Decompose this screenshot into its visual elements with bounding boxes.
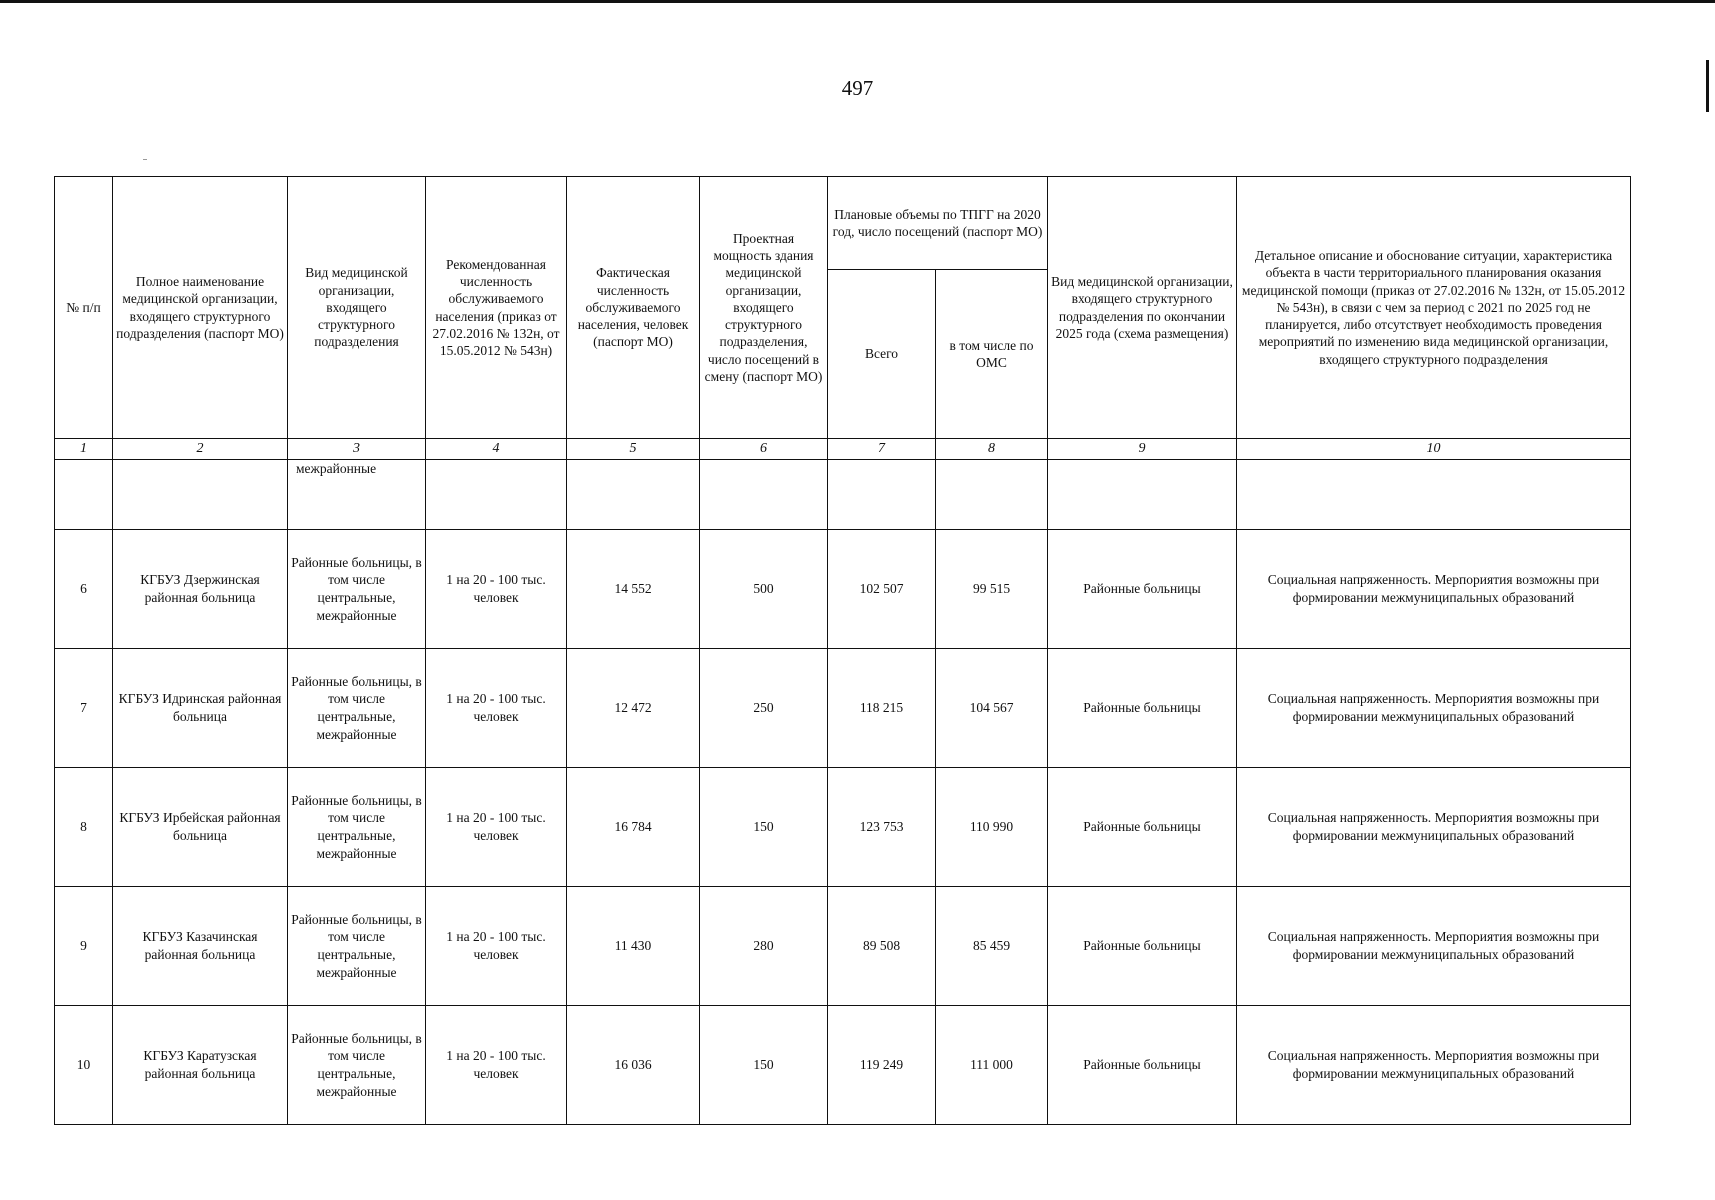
header-description: Детальное описание и обоснование ситуации, характеристика объекта в части территориального планирования оказания медицинской помощи (приказ от 27.02.2016 № 132н, от 15.05.2012 № 543н), в связи с чем за период с 2021 по 2025 год не планируется, либо отсутствует необходимость проведения мероприятий по изменению вида медицинской организации, входящего структурного подразделения	[1237, 177, 1631, 439]
header-planned-volumes: Плановые объемы по ТПГГ на 2020 год, число посещений (паспорт МО)	[828, 177, 1048, 270]
cell-org-kind: Районные больницы, в том числе центральные, межрайонные	[288, 768, 426, 887]
cell-description: Социальная напряженность. Мерпориятия возможны при формировании межмуниципальных образований	[1237, 887, 1631, 1006]
cell-capacity: 150	[700, 1006, 828, 1125]
cell-oms: 85 459	[936, 887, 1048, 1006]
cell-empty	[1048, 460, 1237, 530]
cell-description: Социальная напряженность. Мерпориятия возможны при формировании межмуниципальных образований	[1237, 649, 1631, 768]
table-row	[55, 649, 1631, 768]
table-row	[55, 768, 1631, 887]
header-total: Всего	[828, 270, 936, 439]
header-row	[55, 177, 1631, 270]
header-recommended-population: Рекомендованная численность обслуживаемого населения (приказ от 27.02.2016 № 132н, от 15.05.2012 № 543н)	[426, 177, 567, 439]
cell-recommended: 1 на 20 - 100 тыс. человек	[426, 887, 567, 1006]
column-number: 3	[288, 439, 426, 460]
cell-org-name: КГБУЗ Ирбейская районная больница	[113, 768, 288, 887]
header-design-capacity: Проектная мощность здания медицинской организации, входящего структурного подразделения, число посещений в смену (паспорт МО)	[700, 177, 828, 439]
cell-capacity: 280	[700, 887, 828, 1006]
cell-kind-2025: Районные больницы	[1048, 530, 1237, 649]
top-border-line	[0, 0, 1715, 3]
cell-actual: 14 552	[567, 530, 700, 649]
cell-total: 118 215	[828, 649, 936, 768]
cell-kind-2025: Районные больницы	[1048, 887, 1237, 1006]
cell-empty	[700, 460, 828, 530]
column-number: 9	[1048, 439, 1237, 460]
cell-capacity: 250	[700, 649, 828, 768]
cell-number: 6	[55, 530, 113, 649]
table-row	[55, 530, 1631, 649]
cell-description: Социальная напряженность. Мерпориятия возможны при формировании межмуниципальных образований	[1237, 530, 1631, 649]
continuation-row	[55, 460, 1631, 530]
cell-org-kind: Районные больницы, в том числе центральные, межрайонные	[288, 887, 426, 1006]
cell-recommended: 1 на 20 - 100 тыс. человек	[426, 1006, 567, 1125]
column-number: 7	[828, 439, 936, 460]
cell-number: 8	[55, 768, 113, 887]
scan-artifact	[143, 159, 147, 160]
cell-org-kind: Районные больницы, в том числе центральные, межрайонные	[288, 649, 426, 768]
table-row	[55, 887, 1631, 1006]
header-org-name: Полное наименование медицинской организации, входящего структурного подразделения (паспорт МО)	[113, 177, 288, 439]
cell-oms: 110 990	[936, 768, 1048, 887]
cell-actual: 16 784	[567, 768, 700, 887]
cell-total: 123 753	[828, 768, 936, 887]
cell-actual: 16 036	[567, 1006, 700, 1125]
page-number: 497	[841, 76, 874, 100]
cell-capacity: 500	[700, 530, 828, 649]
cell-org-kind: Районные больницы, в том числе центральные, межрайонные	[288, 530, 426, 649]
cell-actual: 12 472	[567, 649, 700, 768]
hospital-table	[54, 176, 1631, 1125]
table-row	[55, 1006, 1631, 1125]
cell-actual: 11 430	[567, 887, 700, 1006]
column-number-row	[55, 439, 1631, 460]
cell-description: Социальная напряженность. Мерпориятия возможны при формировании межмуниципальных образований	[1237, 1006, 1631, 1125]
column-number: 1	[55, 439, 113, 460]
cell-empty	[1237, 460, 1631, 530]
header-org-kind: Вид медицинской организации, входящего структурного подразделения	[288, 177, 426, 439]
cell-recommended: 1 на 20 - 100 тыс. человек	[426, 649, 567, 768]
cell-oms: 111 000	[936, 1006, 1048, 1125]
header-actual-population: Фактическая численность обслуживаемого населения, человек (паспорт МО)	[567, 177, 700, 439]
header-number: № п/п	[55, 177, 113, 439]
cell-oms: 104 567	[936, 649, 1048, 768]
column-number: 8	[936, 439, 1048, 460]
cell-total: 102 507	[828, 530, 936, 649]
cell-capacity: 150	[700, 768, 828, 887]
cell-empty	[55, 460, 113, 530]
column-number: 5	[567, 439, 700, 460]
cell-org-kind-continued: межрайонные	[288, 460, 426, 530]
cell-empty	[113, 460, 288, 530]
cell-empty	[936, 460, 1048, 530]
cell-kind-2025: Районные больницы	[1048, 768, 1237, 887]
cell-number: 10	[55, 1006, 113, 1125]
cell-org-name: КГБУЗ Идринская районная больница	[113, 649, 288, 768]
cell-total: 119 249	[828, 1006, 936, 1125]
cell-empty	[426, 460, 567, 530]
cell-org-name: КГБУЗ Дзержинская районная больница	[113, 530, 288, 649]
cell-empty	[828, 460, 936, 530]
cell-org-name: КГБУЗ Каратузская районная больница	[113, 1006, 288, 1125]
cell-number: 7	[55, 649, 113, 768]
cell-recommended: 1 на 20 - 100 тыс. человек	[426, 530, 567, 649]
cell-org-name: КГБУЗ Казачинская районная больница	[113, 887, 288, 1006]
cell-number: 9	[55, 887, 113, 1006]
cell-kind-2025: Районные больницы	[1048, 1006, 1237, 1125]
header-oms: в том числе по ОМС	[936, 270, 1048, 439]
cell-empty	[567, 460, 700, 530]
cell-recommended: 1 на 20 - 100 тыс. человек	[426, 768, 567, 887]
column-number: 6	[700, 439, 828, 460]
cell-kind-2025: Районные больницы	[1048, 649, 1237, 768]
column-number: 10	[1237, 439, 1631, 460]
cell-oms: 99 515	[936, 530, 1048, 649]
cell-total: 89 508	[828, 887, 936, 1006]
cell-description: Социальная напряженность. Мерпориятия возможны при формировании межмуниципальных образований	[1237, 768, 1631, 887]
column-number: 4	[426, 439, 567, 460]
cell-org-kind: Районные больницы, в том числе центральные, межрайонные	[288, 1006, 426, 1125]
column-number: 2	[113, 439, 288, 460]
header-org-kind-2025: Вид медицинской организации, входящего структурного подразделения по окончании 2025 года (схема размещения)	[1048, 177, 1237, 439]
